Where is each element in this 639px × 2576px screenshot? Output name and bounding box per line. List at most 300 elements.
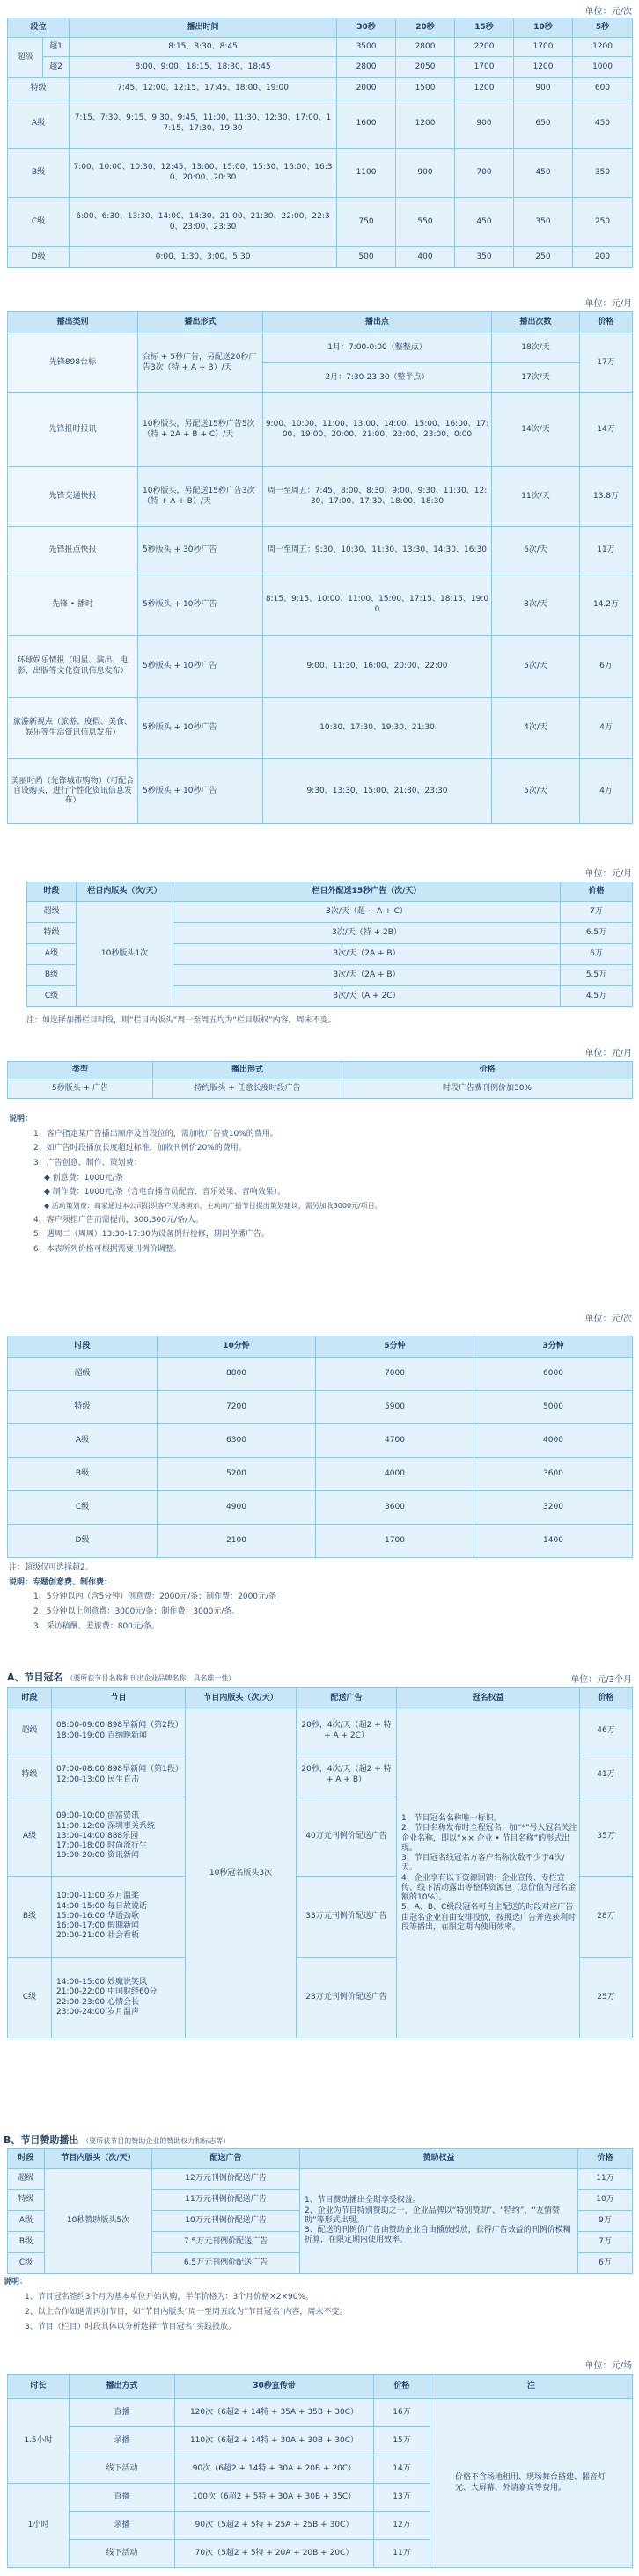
tier-cell: B级 bbox=[8, 1877, 52, 1958]
price-cell: 200 bbox=[573, 247, 633, 268]
table-row bbox=[8, 247, 633, 268]
table-row bbox=[27, 902, 633, 923]
price-cell: 2800 bbox=[396, 38, 455, 57]
col-header: 类型 bbox=[8, 1062, 153, 1079]
table-row bbox=[8, 636, 633, 698]
tier-cell: C级 bbox=[27, 986, 77, 1007]
price-cell: 5000 bbox=[474, 1391, 633, 1424]
table-row bbox=[8, 1458, 633, 1491]
price-cell: 350 bbox=[455, 247, 514, 268]
gift-cell: 28万元刊例价配送广告 bbox=[297, 1958, 397, 2038]
sub-tier-cell: 超2 bbox=[43, 57, 70, 78]
count-cell: 6次/天 bbox=[492, 527, 580, 574]
table-row bbox=[8, 2399, 633, 2427]
tier-cell: B级 bbox=[8, 149, 70, 198]
col-header: 5分钟 bbox=[316, 1336, 474, 1358]
note-line: 5、遇周二（周周）13:30-17:30为设备例行检修，期间停播广告。 bbox=[33, 1230, 269, 1240]
form-cell: 5秒版头 + 10秒广告 bbox=[138, 636, 263, 698]
count-cell: 5次/天 bbox=[492, 759, 580, 824]
price-cell: 350 bbox=[514, 198, 573, 247]
rights-line: 3、节目冠名线冠名方客户名称次数不少于4次/天。 bbox=[401, 1854, 565, 1873]
duration-cell: 1小时 bbox=[8, 2484, 70, 2568]
col-header: 播出点 bbox=[263, 312, 492, 333]
price-cell: 2050 bbox=[396, 57, 455, 78]
time-cell: 7:45、12:00、12:15、17:45、18:00、19:00 bbox=[70, 78, 337, 99]
price-cell: 750 bbox=[337, 198, 396, 247]
gift-cell: 20秒，4次/天（超2 + 特 + A + B） bbox=[297, 1753, 397, 1797]
category-cell: 先锋交通快报 bbox=[8, 467, 138, 527]
tier-cell: 特级 bbox=[8, 2190, 45, 2211]
gift-cell: 20秒，4次/天（超2 + 特 + A + 2C） bbox=[297, 1709, 397, 1753]
tier-cell: A级 bbox=[8, 99, 70, 149]
category-cell: 旅游新视点（旅游、度假、美食、娱乐等生活资讯信息发布） bbox=[8, 698, 138, 759]
gift-cell: 6.5万元刊例价配送广告 bbox=[152, 2253, 300, 2274]
price-cell: 4.5万 bbox=[561, 986, 633, 1007]
count-cell: 4次/天 bbox=[492, 698, 580, 759]
time-cell: 7:15、7:30、9:15、9:30、9:45、11:00、11:30、12:30、17:00、17:15、17:30、19:30 bbox=[70, 99, 337, 149]
tier-cell: 特级 bbox=[8, 78, 70, 99]
price-cell: 4000 bbox=[316, 1458, 474, 1491]
col-header: 3分钟 bbox=[474, 1336, 633, 1358]
unit-label: 单位：元/场 bbox=[584, 2361, 632, 2371]
tier-cell: C级 bbox=[8, 198, 70, 247]
time-slot-rate-table bbox=[7, 18, 632, 268]
category-cell: 先锋898台标 bbox=[8, 333, 138, 393]
price-cell: 1500 bbox=[396, 78, 455, 99]
price-cell: 13.8万 bbox=[580, 467, 633, 527]
mode-cell: 录播 bbox=[70, 2427, 175, 2455]
price-cell: 1100 bbox=[337, 149, 396, 198]
table-row bbox=[8, 527, 633, 574]
promo-cell: 90次（5超2 + 5特 + 25A + 25B + 30C） bbox=[175, 2512, 374, 2540]
col-header: 播出时间 bbox=[70, 18, 337, 38]
note-line: 注：超级仅可选择超2。 bbox=[9, 1563, 93, 1572]
price-cell: 6300 bbox=[158, 1424, 316, 1458]
col-header: 配送广告 bbox=[152, 2149, 300, 2169]
tier-cell: 特级 bbox=[27, 923, 77, 944]
notes-block bbox=[9, 1112, 630, 1257]
feature-program-table bbox=[7, 1336, 632, 1558]
form-cell: 10秒版头1次 bbox=[77, 902, 173, 1007]
section-title-text: A、节目冠名 bbox=[7, 1672, 63, 1683]
col-header: 冠名权益 bbox=[397, 1688, 580, 1709]
section-title bbox=[4, 2133, 230, 2147]
tier-cell: D级 bbox=[8, 247, 70, 268]
col-header: 价格 bbox=[342, 1062, 633, 1079]
col-header: 播出形式 bbox=[138, 312, 263, 333]
price-cell: 900 bbox=[514, 78, 573, 99]
type-cell: 5秒版头 + 广告 bbox=[8, 1079, 153, 1099]
notes-block bbox=[4, 2275, 630, 2335]
table-row bbox=[8, 1525, 633, 1558]
gift-cell: 10万元刊例价配送广告 bbox=[152, 2211, 300, 2232]
price-cell: 12万 bbox=[374, 2512, 430, 2540]
form-cell: 特约版头 + 任意长度时段广告 bbox=[153, 1079, 342, 1099]
price-cell: 400 bbox=[396, 247, 455, 268]
tier-cell: 超级 bbox=[27, 902, 77, 923]
col-header: 注 bbox=[430, 2375, 633, 2399]
category-cell: 先锋 • 播时 bbox=[8, 574, 138, 636]
note-line: 6、本表所列价格可根据需要刊例价调整。 bbox=[33, 1244, 181, 1254]
section-title bbox=[7, 1670, 235, 1684]
table-row bbox=[8, 99, 633, 149]
tier-cell: B级 bbox=[27, 965, 77, 986]
gift-cell: 7.5万元刊例价配送广告 bbox=[152, 2232, 300, 2253]
gift-cell: 40万元刊例价配送广告 bbox=[297, 1797, 397, 1877]
title-sponsorship-table bbox=[7, 1687, 632, 2038]
price-cell: 900 bbox=[396, 149, 455, 198]
col-header: 15秒 bbox=[455, 18, 514, 38]
price-cell: 35万 bbox=[580, 1797, 633, 1877]
tier-cell: B级 bbox=[8, 1458, 158, 1491]
note-line: 3、节目（栏目）时段具体以分析选择“节目冠名”实践投放。 bbox=[25, 2323, 237, 2332]
tier-cell: 特级 bbox=[8, 1753, 52, 1797]
tier-cell: D级 bbox=[8, 1525, 158, 1558]
tier-cell: 超级 bbox=[8, 2169, 45, 2190]
tier-cell: 超级 bbox=[8, 38, 43, 78]
table-row bbox=[8, 393, 633, 467]
price-cell: 4000 bbox=[474, 1424, 633, 1458]
promo-cell: 120次（6超2 + 14特 + 35A + 35B + 30C） bbox=[175, 2399, 374, 2427]
note-line: 4、客户须指广告而需提前，300,300元/条/人。 bbox=[33, 1215, 204, 1225]
live-event-table bbox=[7, 2374, 632, 2568]
price-cell: 25万 bbox=[580, 1958, 633, 2038]
table-row bbox=[8, 1079, 633, 1099]
tier-cell: C级 bbox=[8, 2253, 45, 2274]
form-cell: 10秒赞助版头5次 bbox=[45, 2169, 152, 2274]
count-cell: 18次/天 bbox=[492, 333, 580, 363]
price-cell: 1400 bbox=[474, 1525, 633, 1558]
mode-cell: 线下活动 bbox=[70, 2455, 175, 2484]
note-line: 2、以上合作如遇需再加节目，如“节目内版头”周一至周五改为“节目冠名”内容，周末不变。 bbox=[25, 2308, 348, 2317]
points-cell: 9:00、11:30、16:00、20:00、22:00 bbox=[263, 636, 492, 698]
count-cell: 11次/天 bbox=[492, 467, 580, 527]
note-line: 3、广告创意、制作、策划费： bbox=[33, 1158, 142, 1167]
category-cell: 先锋报时报讯 bbox=[8, 393, 138, 467]
price-cell: 5900 bbox=[316, 1391, 474, 1424]
table-row bbox=[8, 1709, 633, 1753]
table-row bbox=[8, 1491, 633, 1525]
time-cell: 6:00、6:30、13:30、14:00、14:30、21:00、21:30、22:00、22:30、23:00、23:30 bbox=[70, 198, 337, 247]
price-cell: 3200 bbox=[474, 1491, 633, 1525]
price-cell: 2200 bbox=[455, 38, 514, 57]
gift-cell: 12万元刊例价配送广告 bbox=[152, 2169, 300, 2190]
time-cell: 0:00、1:30、3:00、5:30 bbox=[70, 247, 337, 268]
price-cell: 16万 bbox=[374, 2399, 430, 2427]
table-row bbox=[8, 57, 633, 78]
col-header: 节目 bbox=[52, 1688, 186, 1709]
col-header: 栏目内版头（次/天） bbox=[77, 882, 173, 902]
points-cell: 2月：7:30-23:30（整半点） bbox=[263, 363, 492, 393]
price-cell: 9万 bbox=[578, 2211, 633, 2232]
price-cell: 450 bbox=[573, 99, 633, 149]
col-header: 配送广告 bbox=[297, 1688, 397, 1709]
points-cell: 1月：7:00-0:00（整整点） bbox=[263, 333, 492, 363]
note-line: ◆ 活动策划费：商家通过本公司组织客户现场演示，主动向广播节目提出策划建议，需另加收3000元/项目。 bbox=[44, 1201, 382, 1210]
price-cell: 14万 bbox=[580, 393, 633, 467]
table-row bbox=[8, 2169, 633, 2190]
price-cell: 1200 bbox=[514, 57, 573, 78]
program-cell: 10:00-11:00 岁月温柔 14:00-15:00 每日故说话 15:00-16:00 华语劲歌 16:00-17:00 假期新闻 20:00-21:00 社会看板 bbox=[52, 1877, 186, 1958]
col-header: 时段 bbox=[27, 882, 77, 902]
count-cell: 5次/天 bbox=[492, 636, 580, 698]
rights-cell: 1、节目赞助播出全期享受权益。 2、企业为节目特别赞助之一，企业品牌以“特别赞助”、“特约”、“友情赞助”等形式出现。 3、配送的刊例价广告由赞助企业自由播放投放，获得广告效益的刊例价模糊折算，在限定期内使用效率。 bbox=[300, 2169, 578, 2274]
mode-cell: 直播 bbox=[70, 2484, 175, 2512]
price-cell: 6万 bbox=[578, 2253, 633, 2274]
col-header: 20秒 bbox=[396, 18, 455, 38]
price-cell: 3600 bbox=[474, 1458, 633, 1491]
mode-cell: 录播 bbox=[70, 2512, 175, 2540]
table-row bbox=[8, 198, 633, 247]
price-cell: 600 bbox=[573, 78, 633, 99]
note-cell: 价格不含场地租用、现场舞台搭建、器音灯光、大屏幕、外请嘉宾等费用。 bbox=[430, 2399, 633, 2568]
col-header: 价格 bbox=[374, 2375, 430, 2399]
price-cell: 7000 bbox=[316, 1358, 474, 1391]
mode-cell: 直播 bbox=[70, 2399, 175, 2427]
table-row bbox=[8, 1424, 633, 1458]
extra-cell: 3次/天（2A + B） bbox=[173, 944, 561, 965]
form-cell: 10秒冠名版头3次 bbox=[186, 1709, 297, 2038]
price-cell: 6万 bbox=[580, 636, 633, 698]
price-cell: 650 bbox=[514, 99, 573, 149]
program-sponsorship-table bbox=[7, 2148, 632, 2274]
promo-cell: 90次（6超2 + 14特 + 30A + 20B + 20C） bbox=[175, 2455, 374, 2484]
table-row bbox=[8, 698, 633, 759]
price-cell: 6.5万 bbox=[561, 923, 633, 944]
tier-cell: A级 bbox=[8, 1424, 158, 1458]
tier-cell: A级 bbox=[27, 944, 77, 965]
table-row bbox=[8, 1391, 633, 1424]
form-cell: 5秒版头 + 30秒广告 bbox=[138, 527, 263, 574]
category-cell: 环球娱乐情报（明星、演出、电影、出版等文化资讯信息发布） bbox=[8, 636, 138, 698]
price-cell: 11万 bbox=[580, 527, 633, 574]
price-cell: 17万 bbox=[580, 333, 633, 393]
price-cell: 14万 bbox=[374, 2455, 430, 2484]
unit-label: 单位：元/月 bbox=[584, 869, 632, 879]
price-cell: 13万 bbox=[374, 2484, 430, 2512]
price-cell: 4万 bbox=[580, 698, 633, 759]
price-cell: 1600 bbox=[337, 99, 396, 149]
table-row bbox=[8, 38, 633, 57]
form-cell: 10秒版头，另配送15秒广告3次（特 + A + B）/天 bbox=[138, 467, 263, 527]
rights-line: 2、节目名称发布时全程冠名：加“*”号入冠名关注企业名称，即以“×× 企业 • 节目名称”的形式出现。 bbox=[401, 1824, 577, 1853]
table-row bbox=[8, 467, 633, 527]
table-row bbox=[8, 333, 633, 363]
price-cell: 15万 bbox=[374, 2427, 430, 2455]
price-cell: 4万 bbox=[580, 759, 633, 824]
unit-label: 单位：元/3个月 bbox=[570, 1675, 632, 1685]
count-cell: 14次/天 bbox=[492, 393, 580, 467]
unit-label: 单位：元/月 bbox=[584, 1049, 632, 1058]
price-cell: 3500 bbox=[337, 38, 396, 57]
price-cell: 1700 bbox=[316, 1525, 474, 1558]
category-cell: 美丽时尚（先锋城市购物）（可配合自设购买，进行个性化资讯信息发布） bbox=[8, 759, 138, 824]
time-cell: 8:15、8:30、8:45 bbox=[70, 38, 337, 57]
special-program-rate-table bbox=[7, 311, 632, 824]
col-header: 时段 bbox=[8, 2149, 45, 2169]
col-header: 30秒 bbox=[337, 18, 396, 38]
category-cell: 先锋报点快报 bbox=[8, 527, 138, 574]
col-header: 30秒宣传带 bbox=[175, 2375, 374, 2399]
extra-cell: 3次/天（A + 2C） bbox=[173, 986, 561, 1007]
form-cell: 5秒版头 + 10秒广告 bbox=[138, 759, 263, 824]
unit-label: 单位：元/月 bbox=[584, 299, 632, 309]
price-cell: 1700 bbox=[455, 57, 514, 78]
col-header: 播出形式 bbox=[153, 1062, 342, 1079]
col-header: 段位 bbox=[8, 18, 70, 38]
unit-label: 单位：元/次 bbox=[584, 7, 632, 17]
col-header: 播出方式 bbox=[70, 2375, 175, 2399]
points-cell: 9:30、13:30、15:00、21:30、23:30 bbox=[263, 759, 492, 824]
table-row bbox=[8, 149, 633, 198]
price-cell: 6万 bbox=[561, 944, 633, 965]
note-line: 3、采访稿酬、差旅费：800元/条。 bbox=[33, 1621, 159, 1631]
tier-cell: 超级 bbox=[8, 1358, 158, 1391]
notes-title: 说明：专题创意费、制作费： bbox=[9, 1577, 113, 1587]
time-cell: 8:00、9:00、18:15、18:30、18:45 bbox=[70, 57, 337, 78]
rights-line: 1、节目冠名名称唯一标识。 bbox=[401, 1814, 502, 1823]
table-row bbox=[8, 574, 633, 636]
price-cell: 7万 bbox=[578, 2232, 633, 2253]
note-line: 1、客户指定某广告播出顺序及首段位的，需加收广告费10%的费用。 bbox=[33, 1129, 278, 1138]
tier-cell: C级 bbox=[8, 1958, 52, 2038]
price-cell: 1200 bbox=[396, 99, 455, 149]
form-cell: 5秒版头 + 10秒广告 bbox=[138, 574, 263, 636]
col-header: 赞助权益 bbox=[300, 2149, 578, 2169]
price-cell: 900 bbox=[455, 99, 514, 149]
program-cell: 09:00-10:00 创富资讯 11:00-12:00 深圳事关系统 13:00-14:00 888乐园 17:00-18:00 时尚流行生 19:00-20:00 资讯新闻 bbox=[52, 1797, 186, 1877]
points-cell: 9:00、10:00、11:00、13:00、14:00、15:00、16:00、17:00、19:00、20:00、21:00、22:00、23:00、0:00 bbox=[263, 393, 492, 467]
col-header: 栏目外配送15秒广告（次/天） bbox=[173, 882, 561, 902]
tier-cell: 超级 bbox=[8, 1709, 52, 1753]
tier-cell: C级 bbox=[8, 1491, 158, 1525]
form-cell: 5秒版头 + 10秒广告 bbox=[138, 698, 263, 759]
gift-cell: 11万元刊例价配送广告 bbox=[152, 2190, 300, 2211]
price-cell: 6000 bbox=[474, 1358, 633, 1391]
price-cell: 2100 bbox=[158, 1525, 316, 1558]
promo-cell: 100次（6超2 + 5特 + 30A + 30B + 35C） bbox=[175, 2484, 374, 2512]
extra-cell: 3次/天（2A + B） bbox=[173, 965, 561, 986]
form-cell: 10秒版头，另配送15秒广告5次（特 + 2A + B + C）/天 bbox=[138, 393, 263, 467]
col-header: 价格 bbox=[578, 2149, 633, 2169]
price-cell: 2800 bbox=[337, 57, 396, 78]
unit-label: 单位：元/次 bbox=[584, 1314, 632, 1324]
price-cell: 450 bbox=[514, 149, 573, 198]
points-cell: 周一至周五：9:30、10:30、11:30、13:30、14:30、16:30 bbox=[263, 527, 492, 574]
points-cell: 周一至周五：7:45、8:00、8:30、9:00、9:30、11:30、12:30、17:00、17:30、18:00、18:30 bbox=[263, 467, 492, 527]
program-sponsor-table bbox=[26, 882, 632, 1007]
tier-cell: B级 bbox=[8, 2232, 45, 2253]
tier-cell: A级 bbox=[8, 1797, 52, 1877]
count-cell: 17次/天 bbox=[492, 363, 580, 393]
program-cell: 07:00-08:00 898早新闻（第1段） 12:00-13:00 民生直击 bbox=[52, 1753, 186, 1797]
price-cell: 1200 bbox=[573, 38, 633, 57]
price-cell: 5200 bbox=[158, 1458, 316, 1491]
price-cell: 28万 bbox=[580, 1877, 633, 1958]
price-cell: 1000 bbox=[573, 57, 633, 78]
sponsor-note: 注：如选择加播栏目时段，则“栏目内版头”周一至周五均为“栏目版权”内容，周末不变。 bbox=[26, 1016, 336, 1025]
price-cell: 700 bbox=[455, 149, 514, 198]
col-header: 价格 bbox=[561, 882, 633, 902]
col-header: 播出次数 bbox=[492, 312, 580, 333]
table-row bbox=[8, 1358, 633, 1391]
col-header: 时段 bbox=[8, 1688, 52, 1709]
rights-line: 4、企业享有以下资源回馈：企业宣传、专栏宣传、线下活动露出等整体资源包（总价值为冠名金额的10%）。 bbox=[401, 1873, 577, 1902]
notes-title: 说明： bbox=[4, 2278, 28, 2287]
col-header: 时段 bbox=[8, 1336, 158, 1358]
points-cell: 10:30、17:30、19:30、21:30 bbox=[263, 698, 492, 759]
price-cell: 8800 bbox=[158, 1358, 316, 1391]
note-line: 2、如广告时段播放长度超过标准，加收刊例价20%的费用。 bbox=[33, 1144, 246, 1153]
col-header: 价格 bbox=[580, 1688, 633, 1709]
price-cell: 时段广告费刊例价加30% bbox=[342, 1079, 633, 1099]
price-cell: 500 bbox=[337, 247, 396, 268]
points-cell: 8:15、9:15、10:00、11:00、15:00、17:15、18:15、19:00 bbox=[263, 574, 492, 636]
section-subtitle: （要所获节目名称和刊出企业品牌名称，具名唯一性） bbox=[66, 1674, 236, 1682]
col-header: 节目内版头（次/天） bbox=[45, 2149, 152, 2169]
col-header: 10秒 bbox=[514, 18, 573, 38]
price-cell: 350 bbox=[573, 149, 633, 198]
price-cell: 5.5万 bbox=[561, 965, 633, 986]
col-header: 10分钟 bbox=[158, 1336, 316, 1358]
price-cell: 7200 bbox=[158, 1391, 316, 1424]
exclusive-header-table bbox=[7, 1061, 632, 1099]
section-title-text: B、节目赞助播出 bbox=[4, 2134, 79, 2146]
price-cell: 41万 bbox=[580, 1753, 633, 1797]
note-line: ◆ 制作费：1000元/条（含电台播音员配音、音乐效果、音响效果）。 bbox=[44, 1188, 286, 1197]
price-cell: 250 bbox=[514, 247, 573, 268]
price-cell: 7万 bbox=[561, 902, 633, 923]
note-line: 2、5分钟以上创意费：3000元/条；制作费：3000元/条。 bbox=[33, 1606, 240, 1616]
price-cell: 550 bbox=[396, 198, 455, 247]
sub-tier-cell: 超1 bbox=[43, 38, 70, 57]
promo-cell: 70次（5超2 + 5特 + 20A + 20B + 20C） bbox=[175, 2540, 374, 2568]
duration-cell: 1.5小时 bbox=[8, 2399, 70, 2484]
extra-cell: 3次/天（特 + 2B） bbox=[173, 923, 561, 944]
price-cell: 4900 bbox=[158, 1491, 316, 1525]
col-header: 价格 bbox=[580, 312, 633, 333]
section-subtitle: （要所获节目的赞助企业的赞助权力和标志等） bbox=[82, 2137, 231, 2145]
table-row bbox=[8, 78, 633, 99]
price-cell: 2000 bbox=[337, 78, 396, 99]
col-header: 播出类别 bbox=[8, 312, 138, 333]
price-cell: 1200 bbox=[455, 78, 514, 99]
tier-cell: 特级 bbox=[8, 1391, 158, 1424]
price-cell: 46万 bbox=[580, 1709, 633, 1753]
extra-cell: 3次/天（超 + A + C） bbox=[173, 902, 561, 923]
price-cell: 3600 bbox=[316, 1491, 474, 1525]
tier-cell: A级 bbox=[8, 2211, 45, 2232]
price-cell: 4700 bbox=[316, 1424, 474, 1458]
program-cell: 14:00-15:00 妙魔说笑风 21:00-22:00 中国财经60分 22:00-23:00 心情会长 23:00-24:00 岁月温声 bbox=[52, 1958, 186, 2038]
time-cell: 7:00、10:00、10:30、12:45、13:00、15:00、15:30、16:00、16:30、20:00、20:30 bbox=[70, 149, 337, 198]
mode-cell: 线下活动 bbox=[70, 2540, 175, 2568]
note-line: 1、节目冠名签约3个月为基本单位开始认购，半年价格为：3个月价格×2×90%。 bbox=[25, 2293, 313, 2302]
price-cell: 250 bbox=[573, 198, 633, 247]
rights-cell bbox=[397, 1709, 580, 2038]
notes-block bbox=[9, 1561, 630, 1634]
price-cell: 14.2万 bbox=[580, 574, 633, 636]
note-line: 1、5分钟以内（含5分钟）创意费：2000元/条；制作费：2000元/条 bbox=[33, 1592, 277, 1602]
price-cell: 11万 bbox=[578, 2169, 633, 2190]
col-header: 时长 bbox=[8, 2375, 70, 2399]
price-cell: 450 bbox=[455, 198, 514, 247]
gift-cell: 33万元刊例价配送广告 bbox=[297, 1877, 397, 1958]
program-cell: 08:00-09:00 898早新闻（第2段） 18:00-19:00 百纳晚新闻 bbox=[52, 1709, 186, 1753]
rights-line: 5、A、B、C级段冠名可自主配送的时段对应广告由冠名企业自由安排投放，按照选广告并选获利时段等播出，在限定期内使用效率。 bbox=[401, 1903, 577, 1932]
price-cell: 1700 bbox=[514, 38, 573, 57]
promo-cell: 110次（6超2 + 14特 + 30A + 30B + 30C） bbox=[175, 2427, 374, 2455]
